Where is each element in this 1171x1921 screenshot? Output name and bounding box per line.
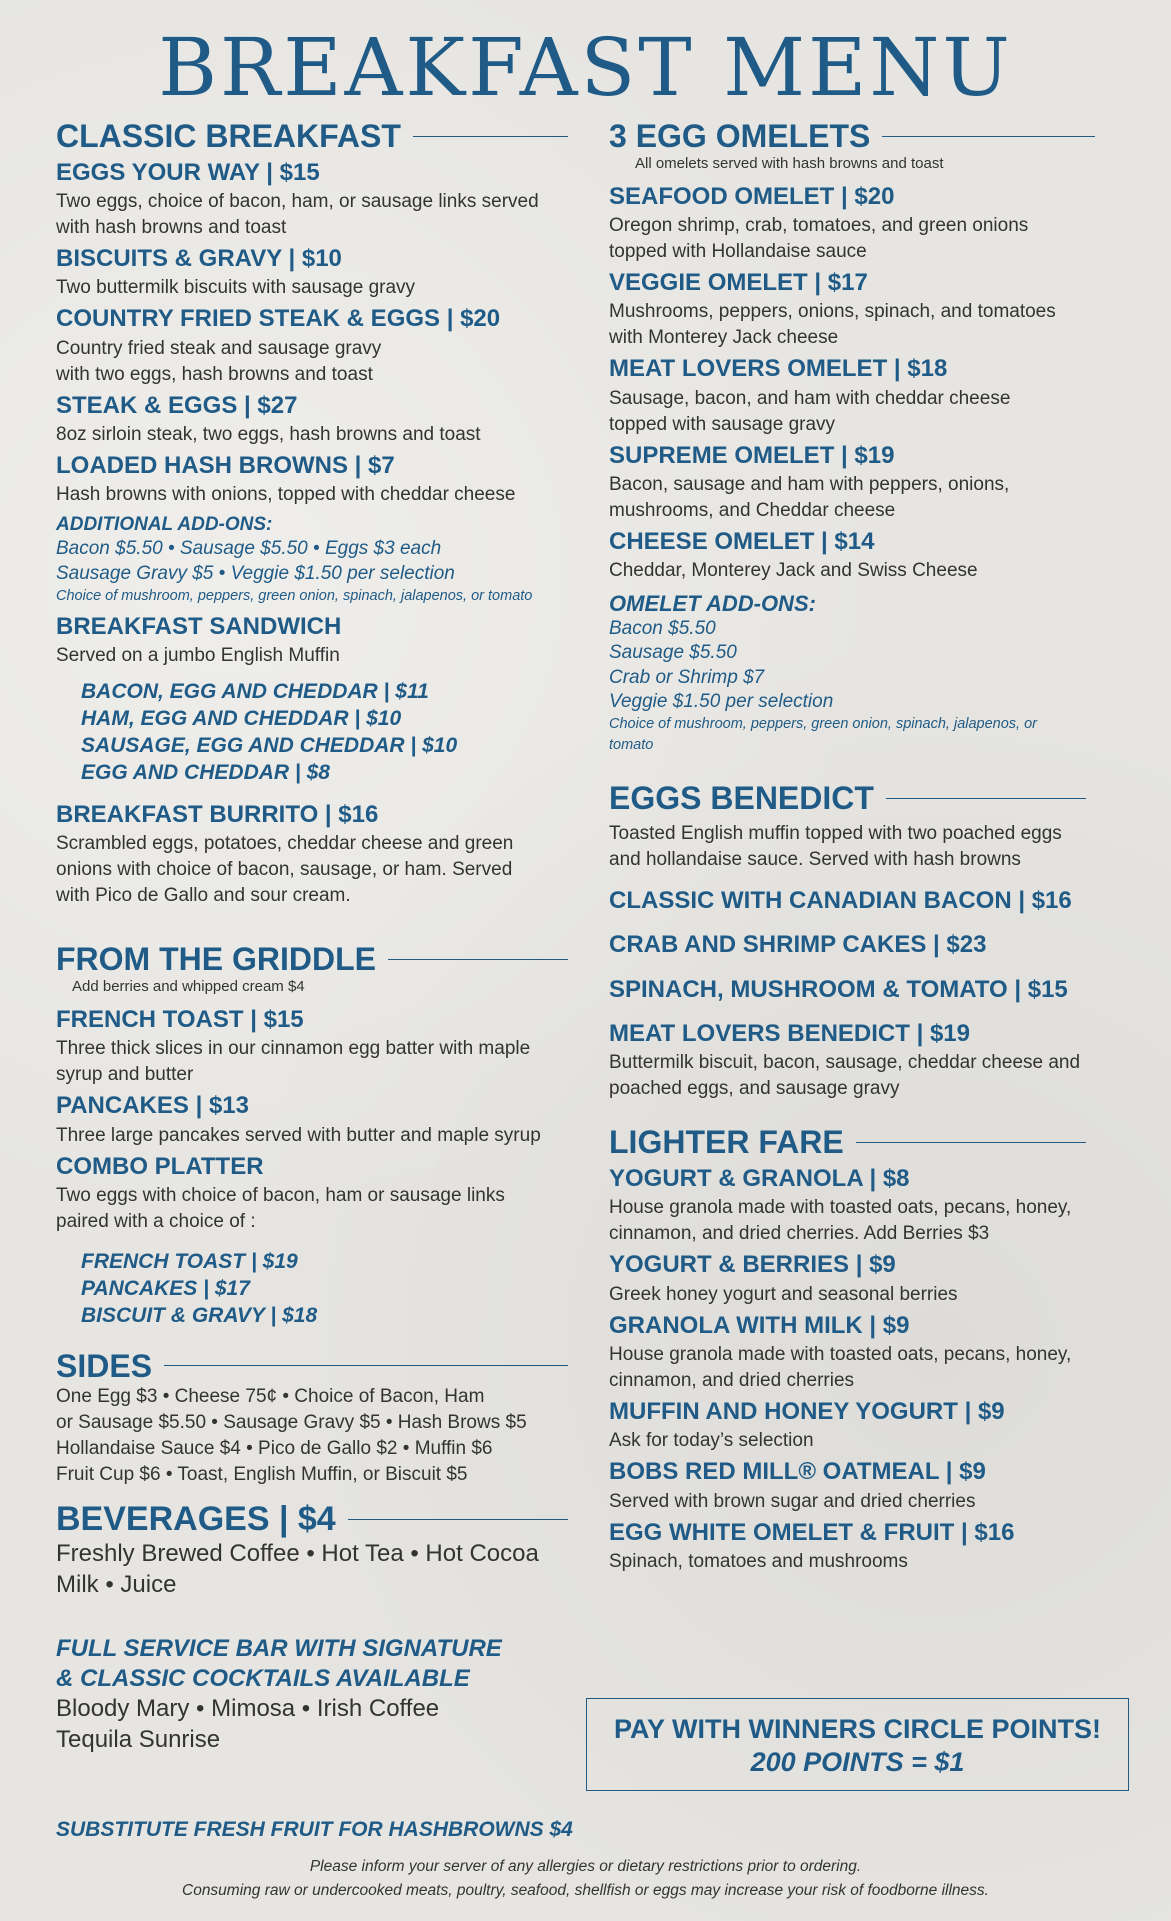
item-desc: Cheddar, Monterey Jack and Swiss Cheese [609, 560, 978, 582]
omelets-note: All omelets served with hash browns and toast [635, 154, 944, 172]
beverages-line: Freshly Brewed Coffee • Hot Tea • Hot Cocoa [56, 1540, 539, 1568]
addons-line: Crab or Shrimp $7 [609, 666, 765, 688]
item-name: PANCAKES | $13 [56, 1092, 249, 1120]
item-desc: Mushrooms, peppers, onions, spinach, and tomatoes with Monterey Jack cheese [609, 301, 1056, 349]
benedict-desc: Toasted English muffin topped with two poached eggs and hollandaise sauce. Served with hash browns [609, 822, 1062, 870]
item-desc: Sausage, bacon, and ham with cheddar cheese topped with sausage gravy [609, 387, 1011, 435]
item-name: SPINACH, MUSHROOM & TOMATO | $15 [609, 975, 1068, 1003]
menu-item [56, 245, 568, 301]
substitute-note: SUBSTITUTE FRESH FRUIT FOR HASHBROWNS $4 [56, 1818, 573, 1841]
menu-item [609, 269, 1129, 351]
points-line: PAY WITH WINNERS CIRCLE POINTS! [613, 1714, 1102, 1744]
divider [882, 136, 1095, 137]
item-name: SEAFOOD OMELET | $20 [609, 182, 895, 210]
item-name: BREAKFAST BURRITO | $16 [56, 800, 379, 828]
sandwich-option: SAUSAGE, EGG AND CHEDDAR | $10 [81, 733, 458, 757]
addons-heading: ADDITIONAL ADD-ONS: [56, 514, 273, 536]
item-name: CHEESE OMELET | $14 [609, 528, 875, 556]
item-name: BISCUITS & GRAVY | $10 [56, 245, 342, 273]
item-desc: Buttermilk biscuit, bacon, sausage, cheddar cheese and poached eggs, and sausage gravy [609, 1052, 1081, 1100]
menu-item [609, 931, 1129, 959]
item-name: BOBS RED MILL® OATMEAL | $9 [609, 1458, 986, 1486]
bar-line: Tequila Sunrise [56, 1725, 221, 1753]
item-name: CLASSIC WITH CANADIAN BACON | $16 [609, 887, 1072, 914]
addons-line: Bacon $5.50 [609, 617, 716, 639]
item-desc: Two buttermilk biscuits with sausage gravy [56, 277, 416, 299]
menu-item [56, 1153, 568, 1235]
classic-breakfast-heading [56, 118, 568, 155]
divider [388, 959, 568, 960]
item-desc: Scrambled eggs, potatoes, cheddar cheese and green onions with choice of bacon, sausage, or ham. Served with Pico de Gallo and sour cream. [56, 833, 514, 907]
menu-item [609, 887, 1129, 915]
footer-allergy-note: Please inform your server of any allergies or dietary restrictions prior to ordering. [309, 1858, 862, 1875]
item-name: COMBO PLATTER [56, 1152, 264, 1180]
item-desc: Greek honey yogurt and seasonal berries [609, 1283, 958, 1305]
item-name: CRAB AND SHRIMP CAKES | $23 [609, 931, 987, 959]
sides-line: or Sausage $5.50 • Sausage Gravy $5 • Hash Brows $5 [56, 1412, 527, 1434]
section-title: FROM THE GRIDDLE [56, 941, 376, 978]
addons-line: Veggie $1.50 per selection [609, 690, 834, 712]
item-desc: Oregon shrimp, crab, tomatoes, and green onions topped with Hollandaise sauce [609, 215, 1029, 263]
item-desc: House granola made with toasted oats, pecans, honey, cinnamon, and dried cherries [609, 1344, 1072, 1392]
item-name: MUFFIN AND HONEY YOGURT | $9 [609, 1398, 1005, 1426]
item-name: STEAK & EGGS | $27 [56, 391, 298, 419]
addons-heading: OMELET ADD-ONS: [609, 590, 816, 616]
section-title: EGGS BENEDICT [609, 780, 874, 817]
benedict-heading [609, 780, 1086, 817]
footer-consumption-warning: Consuming raw or undercooked meats, poultry, seafood, shellfish or eggs may increase your risk of foodborne illness. [182, 1882, 989, 1899]
menu-item [56, 452, 568, 508]
divider [413, 136, 568, 137]
menu-item [609, 1312, 1129, 1394]
item-name: VEGGIE OMELET | $17 [609, 269, 868, 297]
item-desc: Three thick slices in our cinnamon egg batter with maple syrup and butter [56, 1038, 531, 1086]
right-column [609, 118, 1129, 1575]
menu-item [609, 183, 1129, 265]
item-desc: Served with brown sugar and dried cherries [609, 1490, 976, 1512]
item-name: FRENCH TOAST | $15 [56, 1005, 304, 1033]
sandwich-option: BACON, EGG AND CHEDDAR | $11 [81, 680, 429, 704]
combo-options [81, 1249, 568, 1330]
menu-item [609, 528, 1129, 584]
item-desc: Three large pancakes served with butter and maple syrup [56, 1124, 541, 1146]
points-line: 200 POINTS = $1 [750, 1746, 965, 1777]
bar-line: Bloody Mary • Mimosa • Irish Coffee [56, 1695, 440, 1723]
section-title: 3 EGG OMELETS [609, 118, 871, 154]
item-desc: 8oz sirloin steak, two eggs, hash browns and toast [56, 424, 481, 446]
combo-option: PANCAKES | $17 [81, 1276, 250, 1300]
item-desc: Country fried steak and sausage gravy with two eggs, hash browns and toast [56, 337, 382, 385]
menu-item [609, 1519, 1129, 1575]
section-title: SIDES [56, 1347, 153, 1384]
beverages-line: Milk • Juice [56, 1570, 177, 1598]
sides-list [56, 1384, 568, 1488]
menu-item [609, 355, 1129, 437]
sandwich-option: HAM, EGG AND CHEDDAR | $10 [81, 707, 402, 731]
divider [856, 1142, 1086, 1143]
menu-title: BREAKFAST MENU [158, 21, 1013, 114]
menu-item [609, 1165, 1129, 1247]
item-name: GRANOLA WITH MILK | $9 [609, 1311, 910, 1339]
item-desc: Hash browns with onions, topped with cheddar cheese [56, 484, 516, 506]
menu-item [609, 1020, 1129, 1102]
beverages-heading [56, 1500, 568, 1539]
combo-option: FRENCH TOAST | $19 [81, 1249, 298, 1273]
addons-line: Bacon $5.50 • Sausage $5.50 • Eggs $3 each [56, 538, 442, 560]
item-name: EGG WHITE OMELET & FRUIT | $16 [609, 1518, 1015, 1546]
addons-note: Choice of mushroom, peppers, green onion, spinach, jalapenos, or tomato [56, 587, 533, 604]
additional-addons [56, 514, 568, 606]
divider [164, 1365, 568, 1366]
item-name: MEAT LOVERS OMELET | $18 [609, 355, 948, 383]
menu-item [609, 976, 1129, 1004]
bar-heading: & CLASSIC COCKTAILS AVAILABLE [56, 1665, 470, 1693]
menu-item [56, 613, 568, 669]
item-desc: Bacon, sausage and ham with peppers, onions, mushrooms, and Cheddar cheese [609, 474, 1010, 522]
points-callout [586, 1698, 1129, 1791]
bar-heading: FULL SERVICE BAR WITH SIGNATURE [56, 1635, 502, 1663]
sides-line: One Egg $3 • Cheese 75¢ • Choice of Bacon, Ham [56, 1386, 485, 1408]
item-name: COUNTRY FRIED STEAK & EGGS | $20 [56, 305, 501, 333]
item-name: YOGURT & BERRIES | $9 [609, 1251, 896, 1279]
omelets-heading [609, 118, 1095, 155]
item-desc: Served on a jumbo English Muffin [56, 645, 340, 667]
addons-line: Sausage Gravy $5 • Veggie $1.50 per selection [56, 562, 455, 584]
menu-item [56, 1092, 568, 1148]
item-name: YOGURT & GRANOLA | $8 [609, 1165, 910, 1193]
addons-note: Choice of mushroom, peppers, green onion, spinach, jalapenos, or tomato [609, 716, 1038, 754]
menu-item [609, 1398, 1129, 1454]
divider [348, 1519, 568, 1520]
menu-item [609, 442, 1129, 524]
item-name: SUPREME OMELET | $19 [609, 441, 895, 469]
addons-line: Sausage $5.50 [609, 642, 737, 664]
item-name: LOADED HASH BROWNS | $7 [56, 452, 395, 480]
section-title: BEVERAGES | $4 [56, 1500, 336, 1539]
item-desc: House granola made with toasted oats, pecans, honey, cinnamon, and dried cherries. Add Berries $3 [609, 1197, 1072, 1245]
menu-item [609, 1251, 1129, 1307]
section-title: CLASSIC BREAKFAST [56, 118, 401, 154]
menu-item [56, 305, 568, 387]
sides-line: Hollandaise Sauce $4 • Pico de Gallo $2 • Muffin $6 [56, 1438, 493, 1460]
left-column [56, 118, 568, 1755]
bar-section [56, 1634, 568, 1755]
item-desc: Two eggs with choice of bacon, ham or sausage links paired with a choice of : [56, 1184, 505, 1232]
lighter-fare-heading [609, 1124, 1086, 1161]
sandwich-options [81, 679, 568, 787]
item-desc: Two eggs, choice of bacon, ham, or sausage links served with hash browns and toast [56, 191, 539, 239]
omelet-addons [609, 591, 1129, 757]
divider [886, 798, 1086, 799]
menu-item [56, 1006, 568, 1088]
item-name: BREAKFAST SANDWICH [56, 612, 342, 640]
combo-option: BISCUIT & GRAVY | $18 [81, 1303, 318, 1327]
menu-item [56, 159, 568, 241]
sides-line: Fruit Cup $6 • Toast, English Muffin, or Biscuit $5 [56, 1464, 468, 1486]
section-title: LIGHTER FARE [609, 1124, 844, 1161]
griddle-note: Add berries and whipped cream $4 [72, 977, 305, 995]
item-desc: Ask for today’s selection [609, 1430, 814, 1452]
item-desc: Spinach, tomatoes and mushrooms [609, 1551, 908, 1573]
sides-heading [56, 1348, 568, 1385]
menu-item [609, 1458, 1129, 1514]
menu-item [56, 392, 568, 448]
menu-item [56, 801, 568, 909]
item-name: MEAT LOVERS BENEDICT | $19 [609, 1019, 970, 1047]
griddle-heading [56, 941, 568, 978]
item-name: EGGS YOUR WAY | $15 [56, 158, 320, 186]
sandwich-option: EGG AND CHEDDAR | $8 [81, 760, 330, 784]
